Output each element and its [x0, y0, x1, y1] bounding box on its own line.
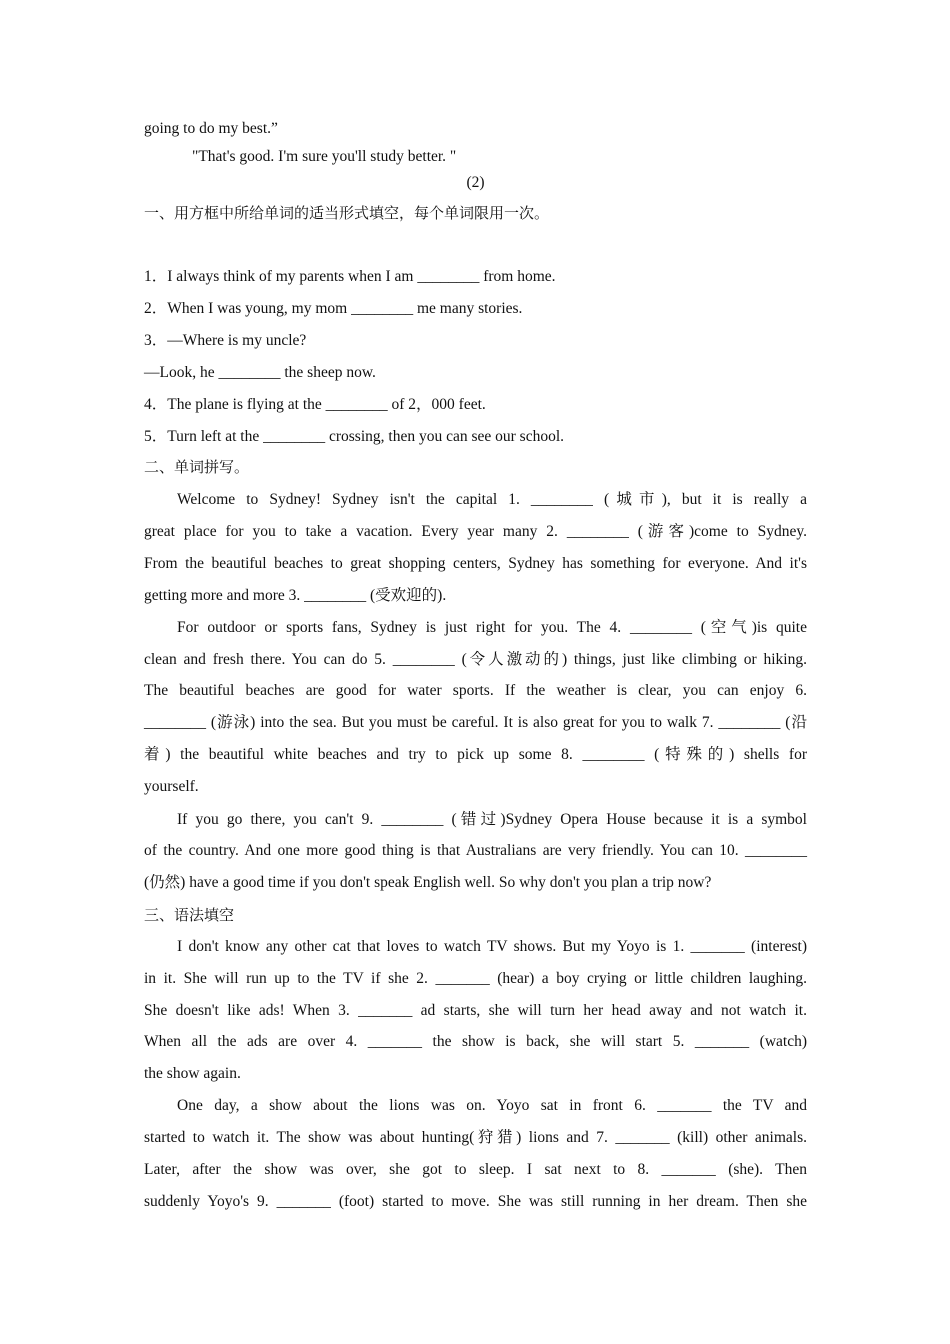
s2-line: of the country. And one more good thing is that Australians are very friendly. You can 10. ________	[144, 842, 807, 859]
s1-question-3: 3．—Where is my uncle?	[144, 332, 307, 349]
s2-line: getting more and more 3. ________ (受欢迎的).	[144, 587, 447, 604]
section2-heading: 二、单词拼写。	[144, 458, 250, 476]
s1-question-4: 4．The plane is flying at the ________ of 2，000 feet.	[144, 396, 486, 413]
part-number: (2)	[466, 174, 485, 191]
s2-line: ________ (游泳) into the sea. But you must be careful. It is also great for you to walk 7. ________ (沿	[144, 714, 807, 731]
s3-line: She doesn't like ads! When 3. _______ ad starts, she will turn her head away and not watch it.	[144, 1002, 807, 1019]
s2-line: clean and fresh there. You can do 5. ________ (令人激动的) things, just like climbing or hiking.	[144, 651, 807, 668]
s3-line: I don't know any other cat that loves to watch TV shows. But my Yoyo is 1. _______ (interest)	[177, 938, 807, 955]
s3-line: started to watch it. The show was about hunting(狩猎) lions and 7. _______ (kill) other animals.	[144, 1129, 807, 1146]
s2-line: yourself.	[144, 778, 199, 795]
s3-line: the show again.	[144, 1065, 241, 1082]
s1-question-1: 1．I always think of my parents when I am ________ from home.	[144, 268, 556, 285]
s2-line: From the beautiful beaches to great shopping centers, Sydney has something for everyone. And it's	[144, 555, 807, 572]
s2-line: If you go there, you can't 9. ________ (错过)Sydney Opera House because it is a symbol	[177, 811, 807, 828]
section1-heading: 一、用方框中所给单词的适当形式填空，每个单词限用一次。	[144, 204, 550, 222]
s3-line: in it. She will run up to the TV if she 2. _______ (hear) a boy crying or little children laughing.	[144, 970, 807, 987]
section3-heading: 三、语法填空	[144, 906, 235, 924]
s3-line: suddenly Yoyo's 9. _______ (foot) started to move. She was still running in her dream. Then she	[144, 1193, 807, 1210]
s3-line: When all the ads are over 4. _______ the show is back, she will start 5. _______ (watch)	[144, 1033, 807, 1050]
s2-line: For outdoor or sports fans, Sydney is just right for you. The 4. ________ (空气)is quite	[177, 619, 807, 636]
s1-question-3-answer: —Look, he ________ the sheep now.	[144, 364, 376, 381]
s1-question-2: 2．When I was young, my mom ________ me many stories.	[144, 300, 523, 317]
s2-line: 着) the beautiful white beaches and try to pick up some 8. ________ (特殊的) shells for	[144, 746, 807, 763]
intro-line-1: going to do my best.”	[144, 120, 278, 137]
s2-line: Welcome to Sydney! Sydney isn't the capital 1. ________ (城市), but it is really a	[177, 491, 807, 508]
s2-line: great place for you to take a vacation. Every year many 2. ________ (游客)come to Sydney.	[144, 523, 807, 540]
intro-line-2: "That's good. I'm sure you'll study better. "	[192, 148, 457, 165]
s2-line: (仍然) have a good time if you don't speak English well. So why don't you plan a trip now?	[144, 874, 712, 891]
s3-line: Later, after the show was over, she got to sleep. I sat next to 8. _______ (she). Then	[144, 1161, 807, 1178]
s1-question-5: 5．Turn left at the ________ crossing, then you can see our school.	[144, 428, 565, 445]
s2-line: The beautiful beaches are good for water sports. If the weather is clear, you can enjoy 6.	[144, 682, 807, 699]
s3-line: One day, a show about the lions was on. Yoyo sat in front 6. _______ the TV and	[177, 1097, 807, 1114]
